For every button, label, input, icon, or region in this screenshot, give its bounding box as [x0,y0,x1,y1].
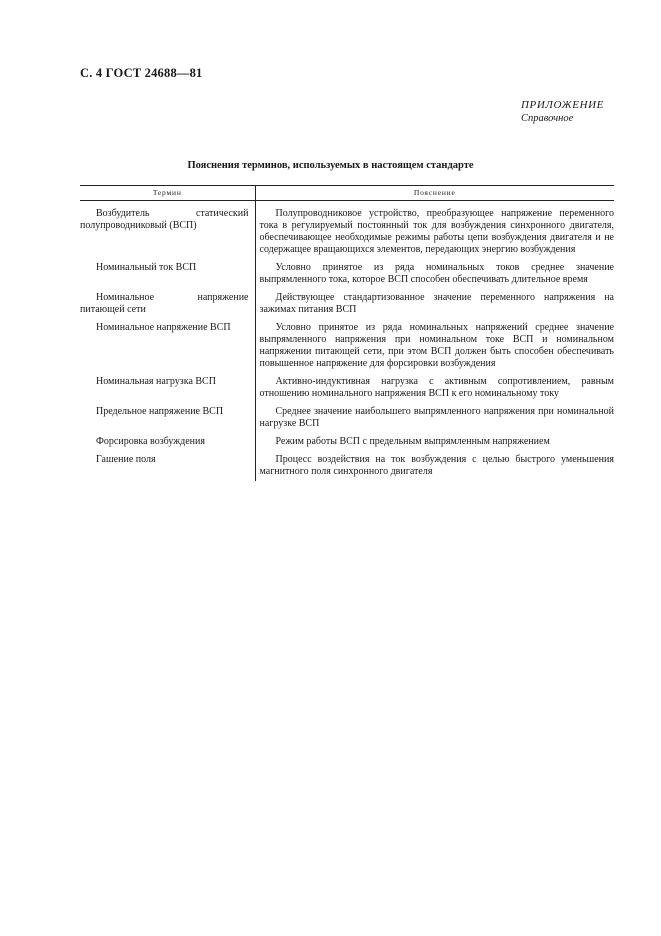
column-header-term: Термин [80,186,255,201]
explanation-text: Полупроводниковое устройство, преобразующее напряжение переменного тока в регулируемый постоянный ток для возбуждения синхронного двигателя, обеспечивающее необходимые режимы работы цепи возбуждения двигателя и не содержащее вращающихся элементов, передающих энергию возбуждения [259,208,614,255]
term-cell [80,376,255,406]
appendix-subtitle: Справочное [521,113,574,124]
explanation-text: Условно принятое из ряда номинальных напряжений среднее значение выпрямленного напряжения при номинальном токе ВСП и номинальном напряжении питающей сети, при этом ВСП должен быть способен обеспечивать повышенное напряжение для форсировки возбуждения [259,322,614,369]
table-row [80,436,614,454]
table-title: Пояснения терминов, используемых в настоящем стандарте [187,160,474,171]
column-header-explanation: Пояснение [255,186,614,201]
term-text: Номинальная нагрузка ВСП [96,376,216,387]
table-row [80,262,614,292]
term-text: Возбудитель статический полупроводниковый (ВСП) [80,208,249,231]
table-row [80,454,614,481]
explanation-text: Действующее стандартизованное значение переменного напряжения на зажимах питания ВСП [259,292,614,315]
table-row [80,322,614,376]
explanation-cell [255,436,614,454]
explanation-cell [255,322,614,376]
appendix-label [521,98,604,126]
term-text: Номинальное напряжение ВСП [96,322,231,333]
explanation-cell [255,201,614,263]
term-text: Форсировка возбуждения [96,436,205,447]
explanation-text: Процесс воздействия на ток возбуждения с целью быстрого уменьшения магнитного поля синхронного двигателя [259,454,614,477]
page-header: С. 4 ГОСТ 24688—81 [80,66,203,80]
term-text: Гашение поля [96,454,156,465]
term-cell [80,454,255,481]
appendix-title: ПРИЛОЖЕНИЕ [521,99,604,111]
term-text: Номинальный ток ВСП [96,262,197,273]
term-cell [80,292,255,322]
explanation-text: Активно-индуктивная нагрузка с активным сопротивлением, равным отношению номинального напряжения ВСП к его номинальному току [259,376,614,399]
table-header-row [80,186,614,201]
explanation-text: Среднее значение наибольшего выпрямленного напряжения при номинальной нагрузке ВСП [259,406,614,429]
explanation-cell [255,376,614,406]
terms-table [80,185,614,481]
term-text: Номинальное напряжение питающей сети [80,292,249,315]
explanation-text: Режим работы ВСП с предельным выпрямленным напряжением [275,436,550,447]
table-row [80,292,614,322]
explanation-cell [255,454,614,481]
table-row [80,201,614,263]
term-cell [80,436,255,454]
term-cell [80,406,255,436]
term-cell [80,322,255,376]
explanation-cell [255,292,614,322]
term-cell [80,262,255,292]
term-text: Предельное напряжение ВСП [96,406,224,417]
term-cell [80,201,255,263]
explanation-cell [255,406,614,436]
explanation-text: Условно принятое из ряда номинальных токов среднее значение выпрямленного тока, которое ВСП способен обеспечивать длительное время [259,262,614,285]
table-row [80,376,614,406]
explanation-cell [255,262,614,292]
table-row [80,406,614,436]
